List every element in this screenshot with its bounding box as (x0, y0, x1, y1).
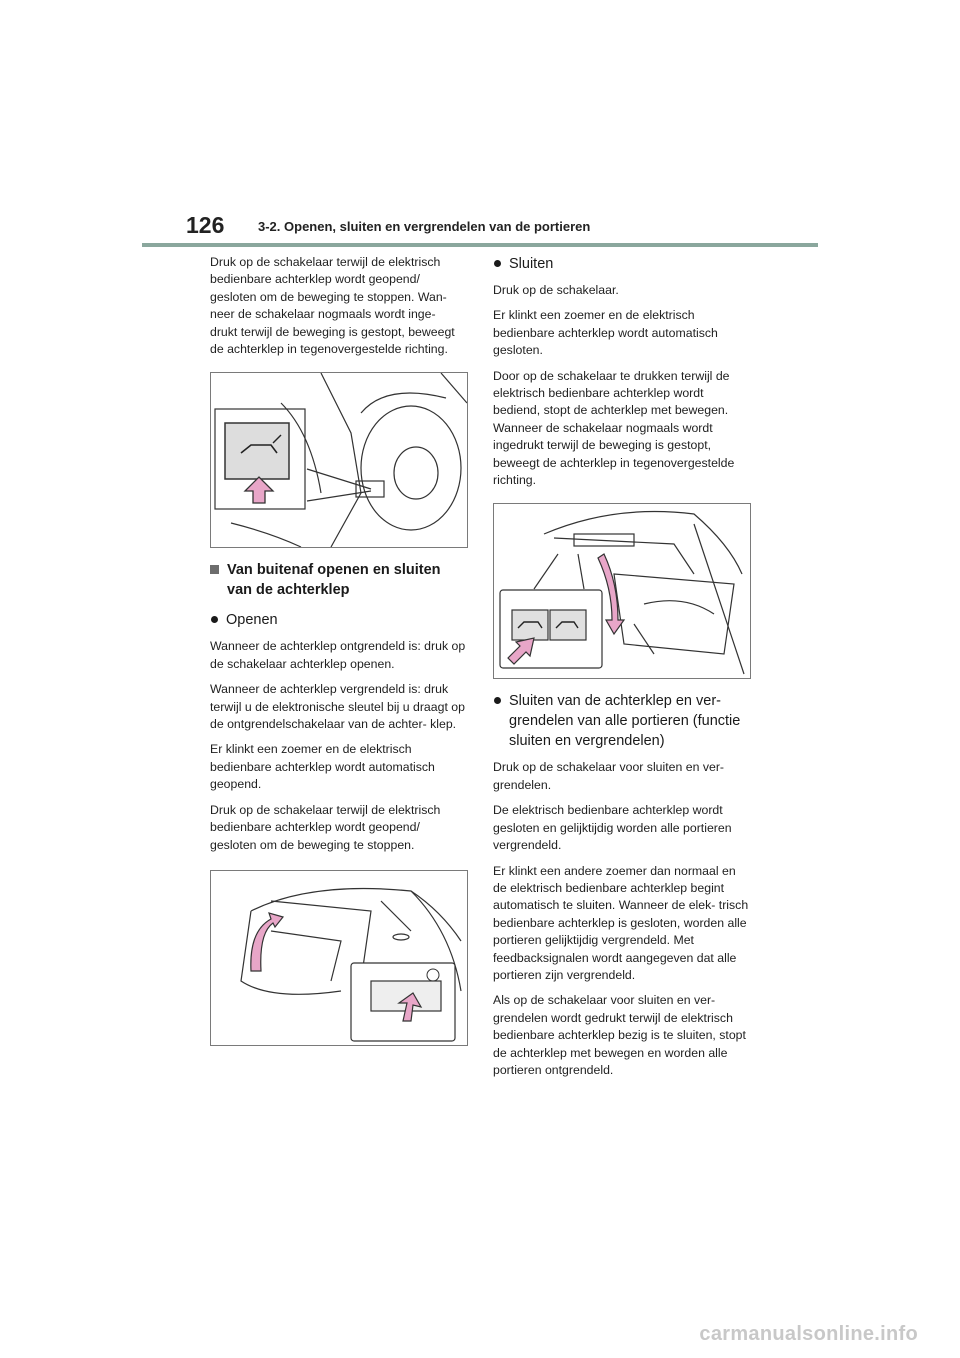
bullet-dot (494, 260, 501, 267)
sluiten-vergrendelen-paragraph-2: De elektrisch bedienbare achterklep wordt gesloten en gelijktijdig worden alle portieren vergrendeld. (493, 803, 732, 853)
bullet-dot (211, 616, 218, 623)
openen-paragraph-2: Wanneer de achterklep vergrendeld is: druk terwijl u de elektronische sleutel bij u draagt op de ontgrendelschakelaar van de achter- klep. (210, 682, 465, 732)
press-arrow (245, 477, 273, 503)
right-column (493, 254, 749, 1087)
openen-paragraph-4: Druk op de schakelaar terwijl de elektrisch bedienbare achterklep wordt geopend/ gesloten om de beweging te stoppen. (210, 802, 441, 852)
sluiten-vergrendelen-title: Sluiten van de achterklep en ver- grendelen van alle portieren (functie sluiten en vergrendelen) (509, 693, 741, 750)
sluiten-vergrendelen-paragraph-4: Als op de schakelaar voor sluiten en ver- grendelen wordt gedrukt terwijl de elektrisch bedienbare achterklep bezig is te sluiten, stopt de achterklep met bewegen en worden alle portieren ontgrendeld. (493, 993, 746, 1077)
sluiten-vergrendelen-paragraph-3: Er klinkt een andere zoemer dan normaal en de elektrisch bedienbare achterklep begint automatisch te sluiten. Wanneer de elek- trisch bedienbare achterklep is gesloten, worden alle portieren gelijktijdig vergrendeld. Met feedbacksignalen wordt aangegeven dat alle portieren zijn vergrendeld. (493, 863, 749, 982)
section-heading (210, 560, 466, 600)
intro-paragraph: Druk op de schakelaar terwijl de elektrisch bedienbare achterklep wordt geopend/ gesloten om de beweging te stoppen. Wan- neer de schakelaar nogmaals wordt inge- drukt terwijl de beweging is gestopt, beweegt de achterklep in tegenovergestelde richting. (210, 255, 455, 357)
dashboard-illustration-svg (211, 373, 467, 547)
tailgate-open-illustration (210, 870, 468, 1046)
dashboard-switch-illustration (210, 372, 468, 548)
left-column (210, 254, 466, 1056)
sluiten-paragraph-1: Druk op de schakelaar. (493, 283, 619, 297)
tailgate-open-svg (211, 871, 467, 1045)
openen-paragraph-1: Wanneer de achterklep ontgrendeld is: druk op de schakelaar achterklep openen. (210, 639, 466, 671)
sluiten-paragraph-3: Door op de schakelaar te drukken terwijl de elektrisch bedienbare achterklep wordt bediend, stopt de achterklep met bewegen. Wanneer de schakelaar nogmaals wordt ingedrukt terwijl de beweging is gestopt, beweegt de achterklep in tegenovergestelde richting. (493, 368, 735, 488)
openen-heading (210, 610, 466, 630)
sluiten-title: Sluiten (509, 256, 554, 272)
openen-paragraph-3: Er klinkt een zoemer en de elektrisch bedienbare achterklep wordt automatisch geopend. (210, 742, 435, 792)
watermark: carmanualsonline.info (699, 1323, 918, 1345)
section-title: 3-2. Openen, sluiten en vergrendelen van de portieren (258, 219, 591, 234)
header-rule (142, 243, 818, 247)
tailgate-close-svg (494, 504, 750, 678)
page-number: 126 (186, 212, 225, 238)
square-marker (210, 565, 219, 574)
sluiten-vergrendelen-heading (493, 691, 749, 751)
tailgate-close-illustration (493, 503, 751, 679)
sluiten-heading (493, 254, 749, 274)
sluiten-vergrendelen-paragraph-1: Druk op de schakelaar voor sluiten en ver- grendelen. (493, 760, 725, 792)
openen-title: Openen (226, 612, 278, 629)
bullet-dot (494, 697, 501, 704)
heading-outside-open-close: Van buitenaf openen en sluiten van de achterklep (227, 562, 441, 599)
sluiten-paragraph-2: Er klinkt een zoemer en de elektrisch bedienbare achterklep wordt automatisch gesloten. (493, 308, 718, 358)
